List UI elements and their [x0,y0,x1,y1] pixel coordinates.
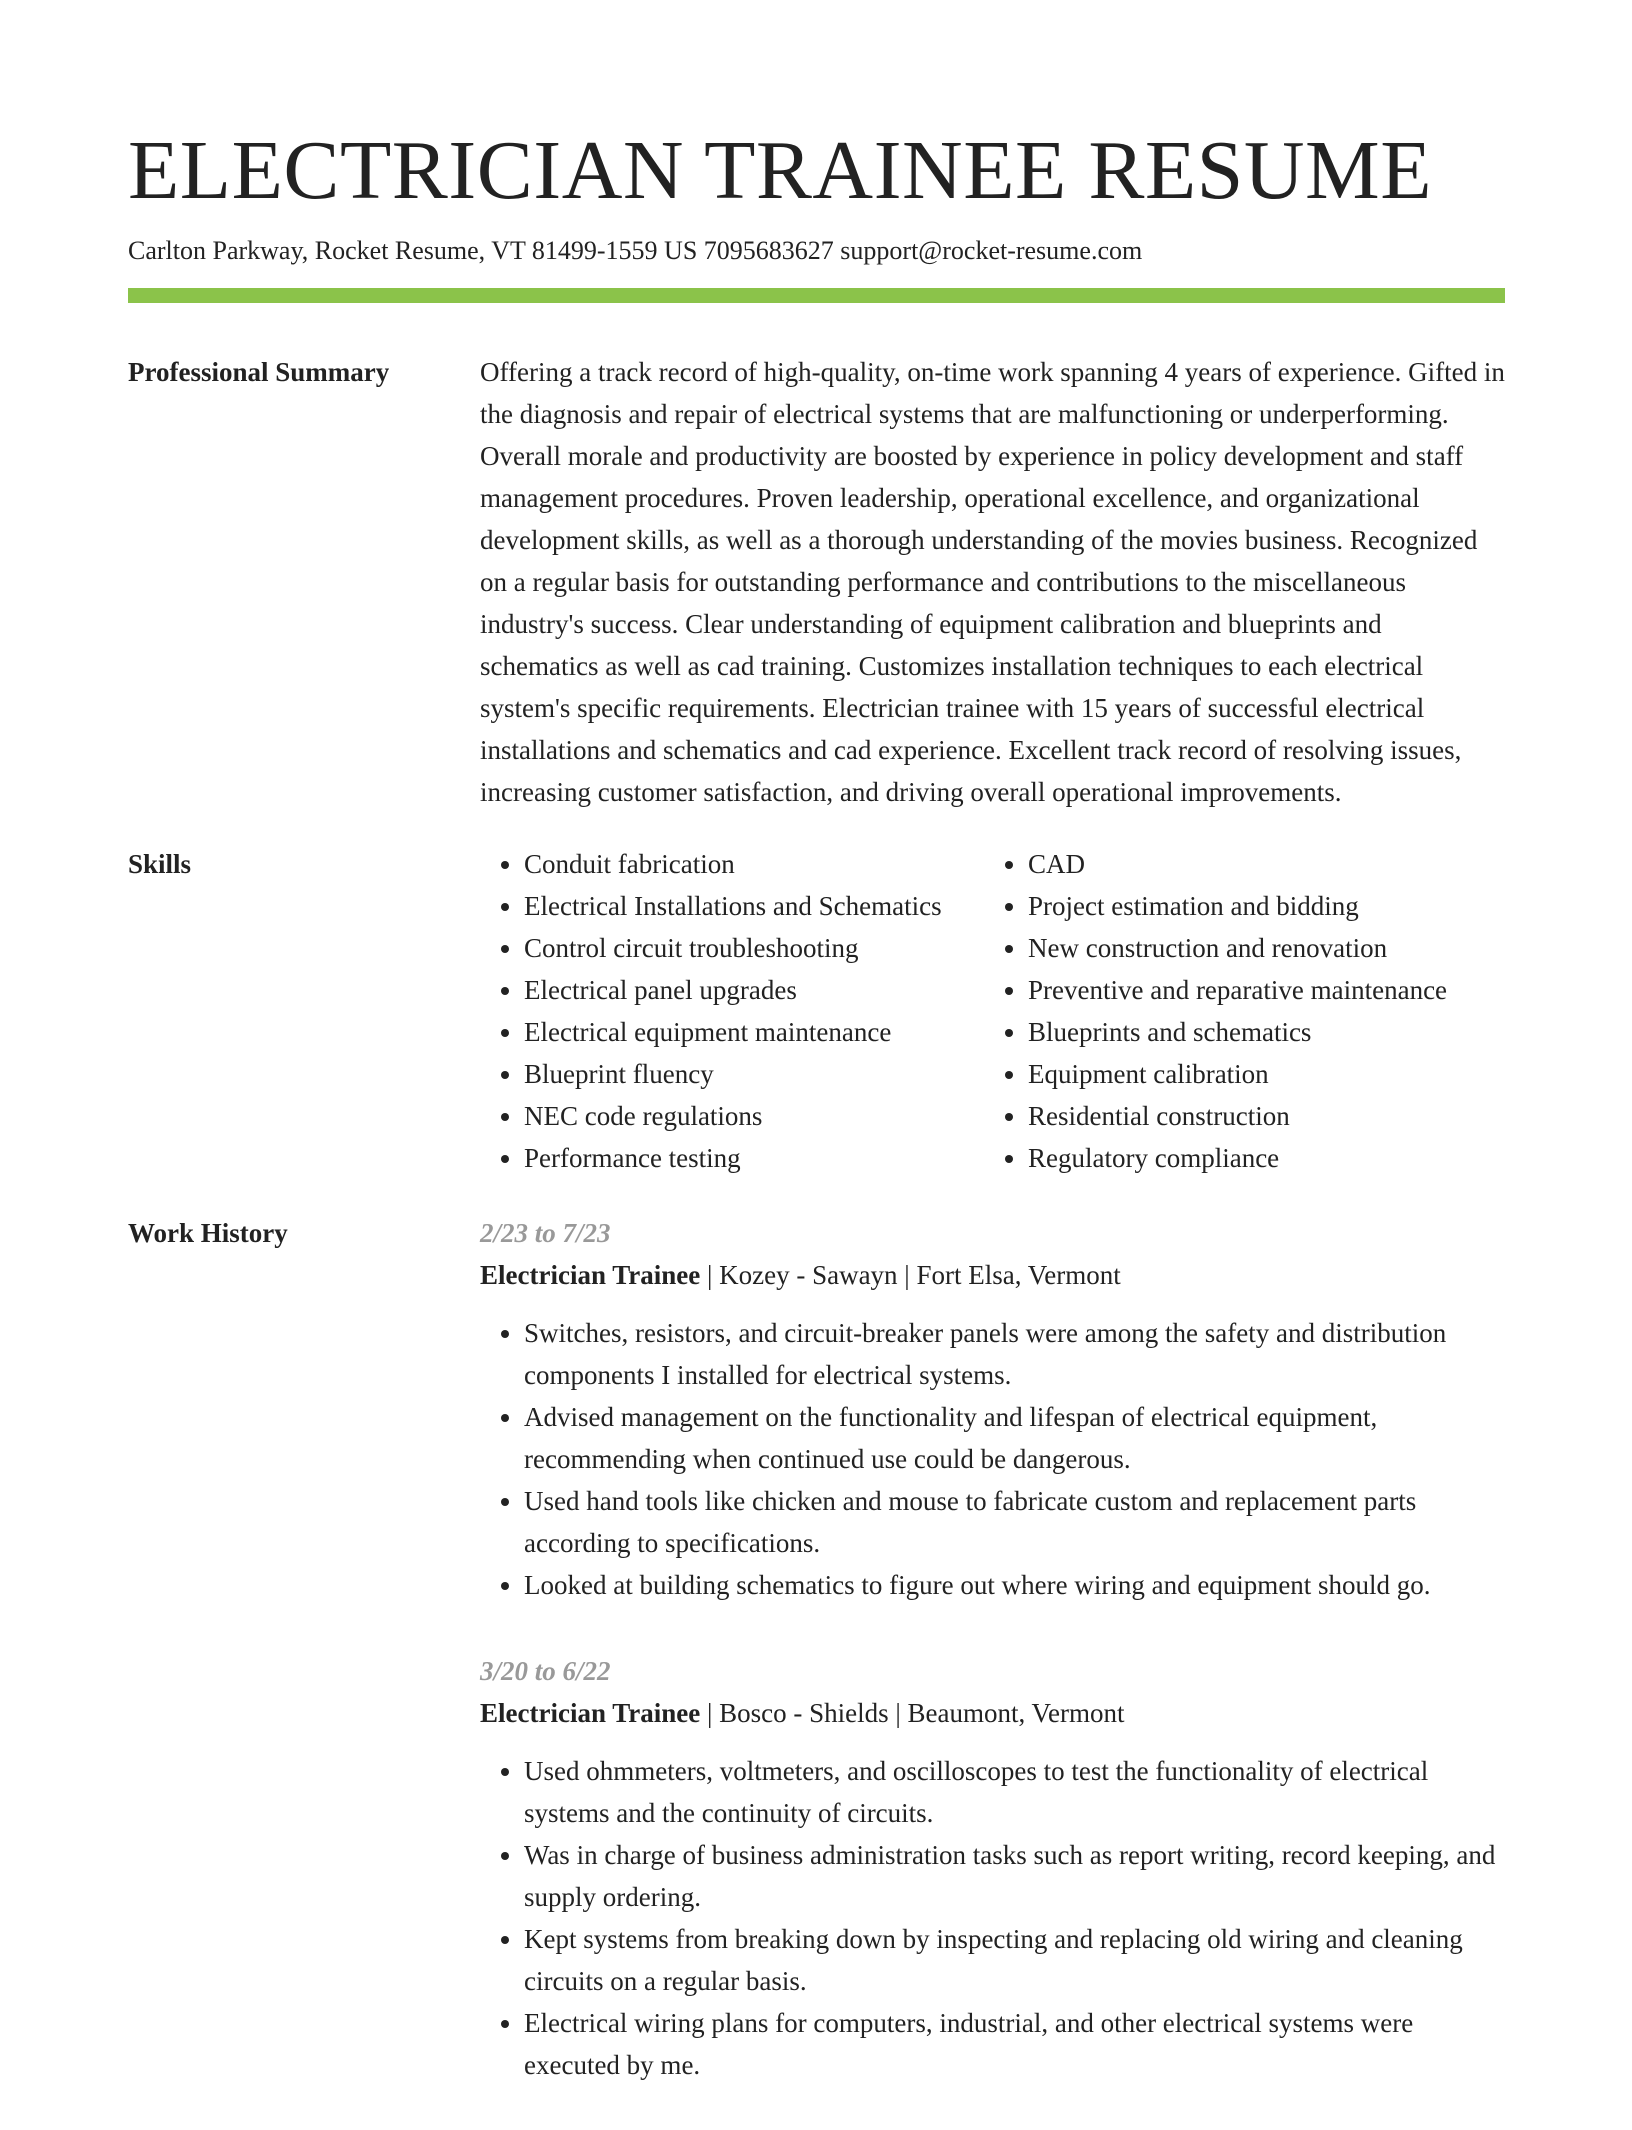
skill-item: • Residential construction [1028,1095,1505,1137]
job-dates: 2/23 to 7/23 [480,1218,611,1248]
job-bullet: • Used ohmmeters, voltmeters, and oscilloscopes to test the functionality of electrical systems and the continuity of circuits. [524,1750,1505,1834]
skill-item: • Blueprints and schematics [1028,1011,1505,1053]
summary-body [480,351,1505,813]
skills-columns [480,843,1505,1179]
skills-section [128,843,1505,1179]
job-title: Electrician Trainee [480,1260,701,1290]
skill-item: • Blueprint fluency [524,1053,984,1095]
work-history-label: Work History [128,1218,288,1248]
job-bullet: • Used hand tools like chicken and mouse to fabricate custom and replacement parts according to specifications. [524,1480,1505,1564]
job-bullet: • Switches, resistors, and circuit-breaker panels were among the safety and distribution components I installed for electrical systems. [524,1312,1505,1396]
skill-item: • CAD [1028,843,1505,885]
skill-item: • Regulatory compliance [1028,1137,1505,1179]
skill-item: • New construction and renovation [1028,927,1505,969]
skill-item: • Electrical panel upgrades [524,969,984,1011]
job-details: | Kozey - Sawayn | Fort Elsa, Vermont [700,1260,1121,1290]
job-bullet-list [480,1312,1505,1606]
job-dates: 3/20 to 6/22 [480,1656,611,1686]
skill-item: • Equipment calibration [1028,1053,1505,1095]
job-bullet: • Looked at building schematics to figure out where wiring and equipment should go. [524,1564,1505,1606]
skill-item: • Conduit fabrication [524,843,984,885]
work-history-body [480,1212,1505,2130]
skill-item: • Performance testing [524,1137,984,1179]
resume-page [128,0,1505,2130]
skills-list-left [480,843,984,1179]
skills-body [480,843,1505,1179]
contact-line: Carlton Parkway, Rocket Resume, VT 81499-1559 US 7095683627 support@rocket-resume.com [128,236,1143,265]
resume-title: ELECTRICIAN TRAINEE RESUME [128,124,1433,217]
job-entry [480,1650,1505,2086]
job-bullet: • Kept systems from breaking down by inspecting and replacing old wiring and cleaning circuits on a regular basis. [524,1918,1505,2002]
job-bullet: • Was in charge of business administration tasks such as report writing, record keeping, and supply ordering. [524,1834,1505,1918]
job-title: Electrician Trainee [480,1698,701,1728]
job-details: | Bosco - Shields | Beaumont, Vermont [700,1698,1125,1728]
job-entry [480,1212,1505,1606]
job-bullet: • Electrical wiring plans for computers, industrial, and other electrical systems were executed by me. [524,2002,1505,2086]
skill-item: • Project estimation and bidding [1028,885,1505,927]
summary-section [128,351,1505,813]
job-heading [480,1254,1505,1296]
work-history-section [128,1212,1505,2130]
skill-item: • Electrical Installations and Schematics [524,885,984,927]
skill-item: • NEC code regulations [524,1095,984,1137]
job-heading [480,1692,1505,1734]
skills-list-right [984,843,1505,1179]
skill-item: • Electrical equipment maintenance [524,1011,984,1053]
job-bullet: • Advised management on the functionality and lifespan of electrical equipment, recommending when continued use could be dangerous. [524,1396,1505,1480]
accent-divider [128,288,1505,303]
summary-text: Offering a track record of high-quality, on-time work spanning 4 years of experience. Gifted in the diagnosis and repair of electrical systems that are malfunctioning or underperforming. Overall morale and productivity are boosted by experience in policy development and staff management procedures. Proven leadership, operational excellence, and organizational development skills, as well as a thorough understanding of the movies business. Recognized on a regular basis for outstanding performance and contributions to the miscellaneous industry's success. Clear understanding of equipment calibration and blueprints and schematics as well as cad training. Customizes installation techniques to each electrical system's specific requirements. Electrician trainee with 15 years of successful electrical installations and schematics and cad experience. Excellent track record of resolving issues, increasing customer satisfaction, and driving overall operational improvements. [480,357,1505,807]
skill-item: • Control circuit troubleshooting [524,927,984,969]
skill-item: • Preventive and reparative maintenance [1028,969,1505,1011]
skills-label: Skills [128,849,192,879]
job-bullet-list [480,1750,1505,2086]
summary-label: Professional Summary [128,357,390,387]
